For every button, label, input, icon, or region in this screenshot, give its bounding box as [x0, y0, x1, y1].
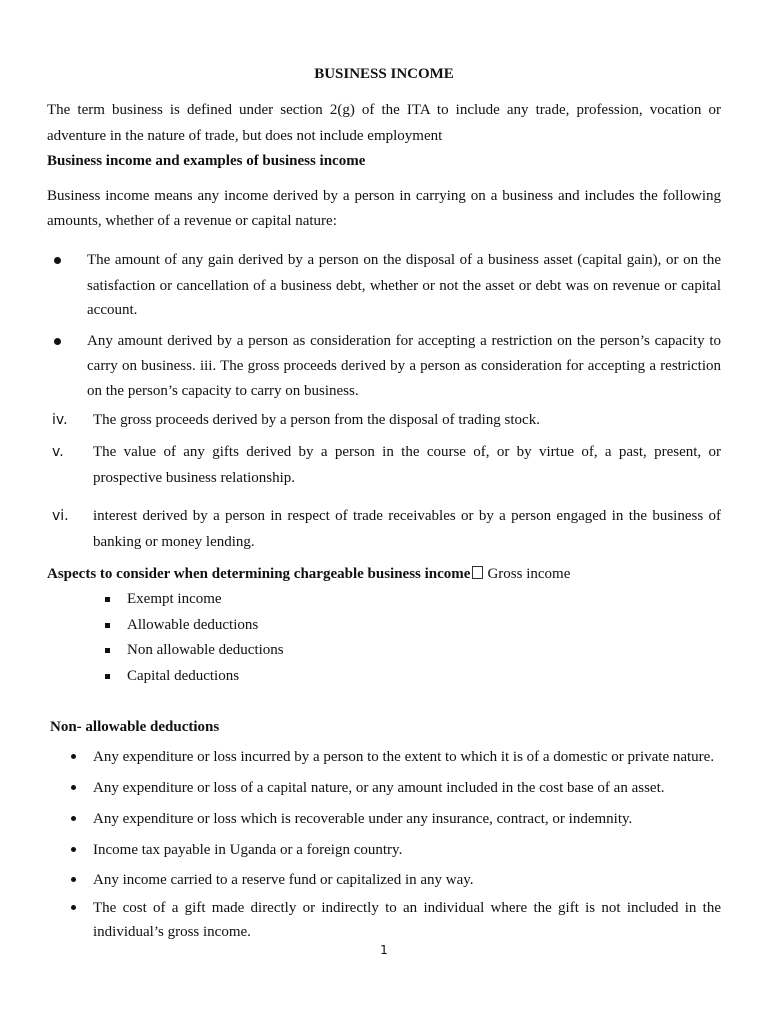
intro-line-1: The term business is defined under section 2(g) of the ITA to include any trade, profession, vocation or	[47, 102, 721, 118]
bullet-icon	[54, 338, 61, 345]
aspect-item: Non allowable deductions	[127, 642, 284, 658]
aspect-item: Exempt income	[127, 591, 222, 607]
list-item-line: Any expenditure or loss which is recoverable under any insurance, contract, or indemnity.	[93, 811, 633, 827]
list-item-line: Income tax payable in Uganda or a foreign country.	[93, 842, 403, 858]
list-item-line: Any amount derived by a person as consideration for accepting a restriction on the person’s capacity to	[87, 333, 721, 349]
list-item-line: interest derived by a person in respect of trade receivables or by a person engaged in the business of	[93, 508, 721, 524]
missing-glyph-icon	[472, 566, 483, 579]
list-item-line: Any expenditure or loss of a capital nature, or any amount included in the cost base of an asset.	[93, 780, 665, 796]
aspect-item: Allowable deductions	[127, 617, 259, 633]
list-item-line: The gross proceeds derived by a person from the disposal of trading stock.	[93, 412, 540, 428]
square-bullet-icon	[105, 648, 110, 653]
bullet-icon	[71, 905, 76, 910]
list-marker-roman: iv.	[52, 412, 68, 428]
square-bullet-icon	[105, 597, 110, 602]
bullet-icon	[54, 257, 61, 264]
list-item-line: The cost of a gift made directly or indirectly to an individual where the gift is not included in the	[93, 900, 721, 916]
list-item-line: banking or money lending.	[93, 534, 255, 550]
page-number: 1	[380, 943, 388, 957]
bullet-icon	[71, 816, 76, 821]
aspect-item: Capital deductions	[127, 668, 240, 684]
intro-line-2: adventure in the nature of trade, but does not include employment	[47, 128, 443, 144]
aspects-heading-text: Aspects to consider when determining chargeable business income	[47, 566, 471, 582]
list-item-line: Any income carried to a reserve fund or capitalized in any way.	[93, 872, 474, 888]
list-item-line: on the person’s capacity to carry on business.	[87, 383, 359, 399]
section-heading-non-allowable: Non- allowable deductions	[50, 719, 220, 735]
list-item-line: carry on business. iii. The gross proceeds derived by a person as consideration for accepting a restriction	[87, 358, 721, 374]
aspects-heading-tail: Gross income	[487, 566, 571, 582]
section1-para-line-1: Business income means any income derived by a person in carrying on a business and includes the following	[47, 188, 721, 204]
section1-para-line-2: amounts, whether of a revenue or capital nature:	[47, 213, 337, 229]
section-heading-aspects	[47, 566, 570, 583]
list-item-line: individual’s gross income.	[93, 924, 251, 940]
bullet-icon	[71, 877, 76, 882]
bullet-icon	[71, 785, 76, 790]
list-item-line: satisfaction or cancellation of a business debt, whether or not the asset or debt was on revenue or capital	[87, 278, 721, 294]
list-marker-roman: vi.	[52, 508, 69, 524]
page-title: BUSINESS INCOME	[314, 66, 454, 82]
list-item-line: The amount of any gain derived by a person on the disposal of a business asset (capital gain), or on the	[87, 252, 721, 268]
list-item-line: Any expenditure or loss incurred by a person to the extent to which it is of a domestic or private nature.	[93, 749, 715, 765]
bullet-icon	[71, 847, 76, 852]
list-item-line: The value of any gifts derived by a person in the course of, or by virtue of, a past, present, or	[93, 444, 721, 460]
list-item-line: account.	[87, 302, 138, 318]
square-bullet-icon	[105, 623, 110, 628]
list-item-line: prospective business relationship.	[93, 470, 296, 486]
square-bullet-icon	[105, 674, 110, 679]
section-heading-business-income: Business income and examples of business income	[47, 153, 366, 169]
list-marker-roman: v.	[52, 444, 64, 460]
bullet-icon	[71, 754, 76, 759]
